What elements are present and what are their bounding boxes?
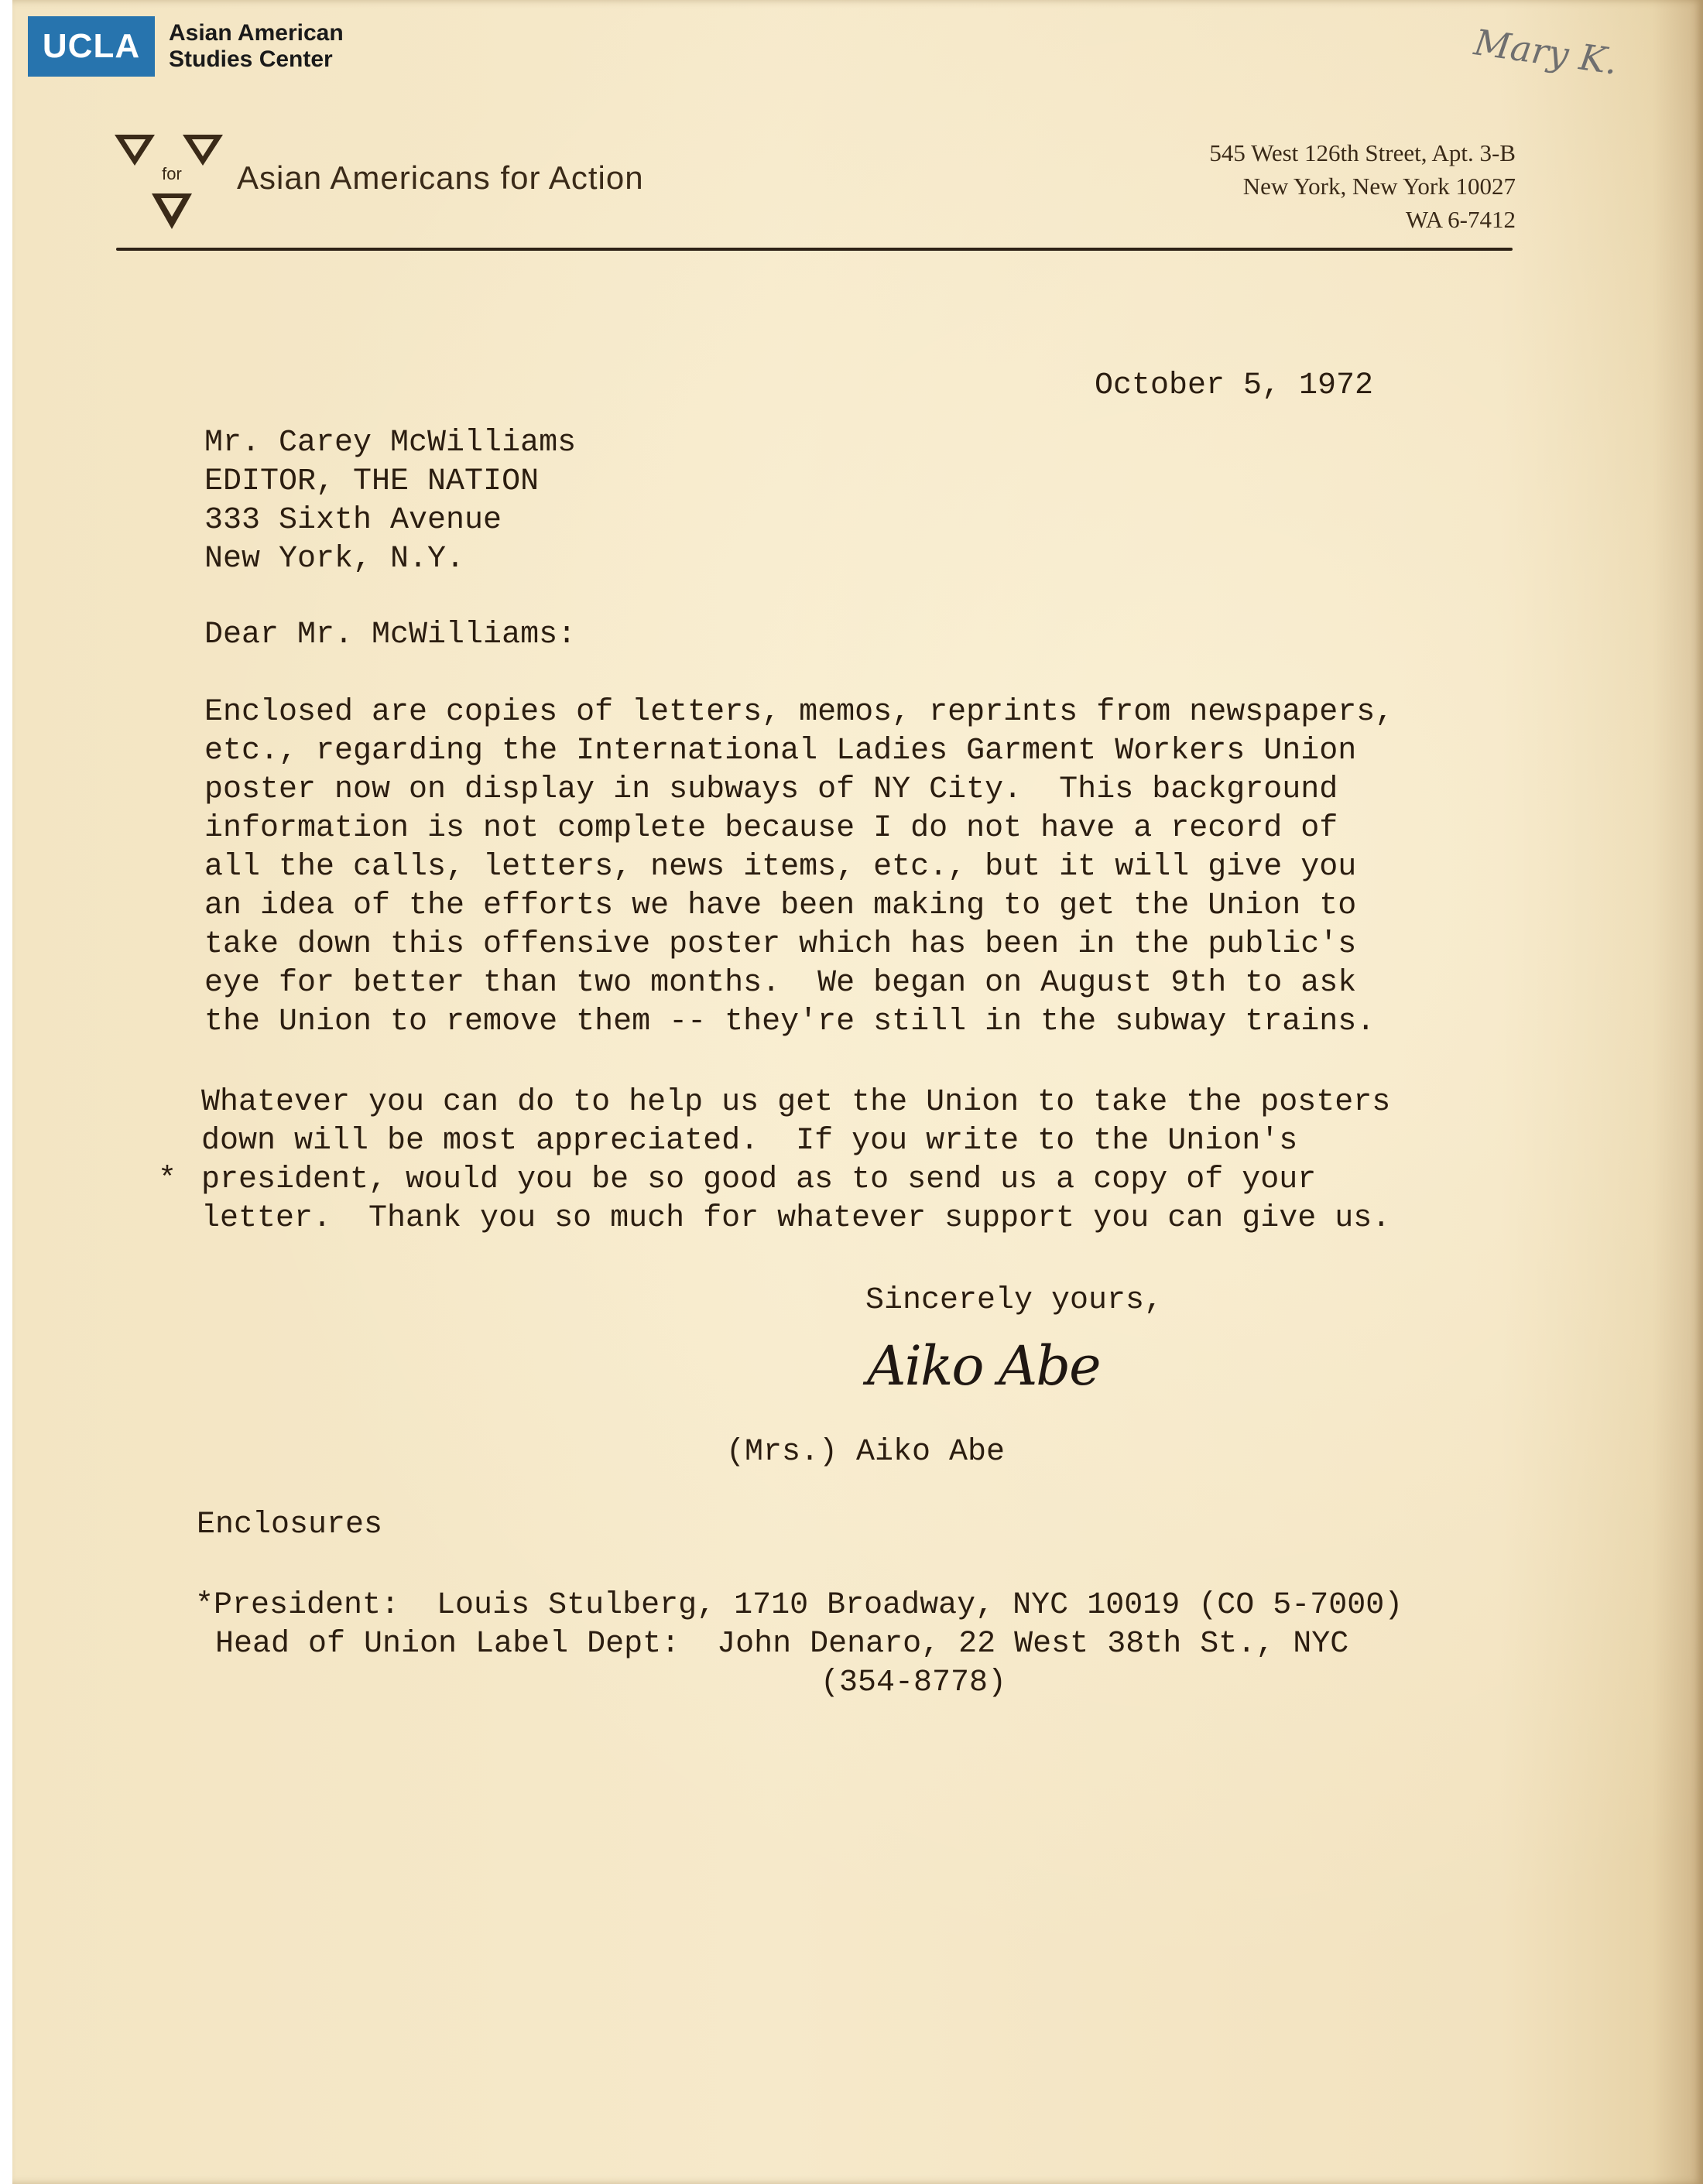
- signature: Aiko Abe: [867, 1334, 1100, 1398]
- closing: Sincerely yours,: [865, 1283, 1163, 1318]
- phone-number: WA 6-7412: [1405, 206, 1516, 233]
- center-name-line1: Asian American: [169, 20, 344, 46]
- body-paragraph-1: Enclosed are copies of letters, memos, reprints from newspapers, etc., regarding the International Ladies Garment Workers Union poster now on display in subways of NY City. This background information is not complete because I do not have a record of all the calls, letters, news items, etc., but it will give you an idea of the efforts we have been making to get the Union to take down this offensive poster which has been in the public's eye for better than two months. We began on August 9th to ask the Union to remove them -- they're still in the subway trains.: [204, 695, 1394, 1039]
- footnote-president: *President: Louis Stulberg, 1710 Broadway, NYC 10019 (CO 5-7000): [195, 1588, 1403, 1623]
- ucla-logo: UCLA: [28, 16, 155, 77]
- enclosures-label: Enclosures: [197, 1508, 383, 1542]
- aaa-logo-icon: [108, 128, 232, 237]
- address-line1: 545 West 126th Street, Apt. 3-B: [1209, 139, 1516, 166]
- salutation: Dear Mr. McWilliams:: [204, 618, 577, 652]
- svg-text:for: for: [162, 164, 182, 183]
- letter-date: October 5, 1972: [1095, 368, 1374, 403]
- recipient-address: Mr. Carey McWilliams EDITOR, THE NATION 333 Sixth Avenue New York, N.Y.: [204, 426, 577, 577]
- body-paragraph-2: Whatever you can do to help us get the Union to take the posters down will be most appreciated. If you write to the Union's president, would you be so good as to send us a copy of your letter. Thank you so much for whatever support you can give us.: [201, 1085, 1391, 1236]
- letterhead-rule: [116, 248, 1513, 251]
- organization-address: [1209, 136, 1516, 236]
- organization-name: Asian Americans for Action: [237, 159, 644, 196]
- center-name: [169, 20, 344, 73]
- address-line2: New York, New York 10027: [1242, 173, 1516, 200]
- footnote-marker: *: [158, 1162, 177, 1197]
- signer-name: (Mrs.) Aiko Abe: [726, 1435, 1006, 1470]
- letter-page: [12, 0, 1703, 2184]
- ucla-badge: [28, 15, 344, 77]
- footnote-phone: (354-8778): [821, 1665, 1007, 1700]
- handwritten-annotation: Mary K.: [1472, 21, 1620, 83]
- footnote-union-label-dept: Head of Union Label Dept: John Denaro, 22 West 38th St., NYC: [215, 1627, 1349, 1662]
- center-name-line2: Studies Center: [169, 46, 333, 72]
